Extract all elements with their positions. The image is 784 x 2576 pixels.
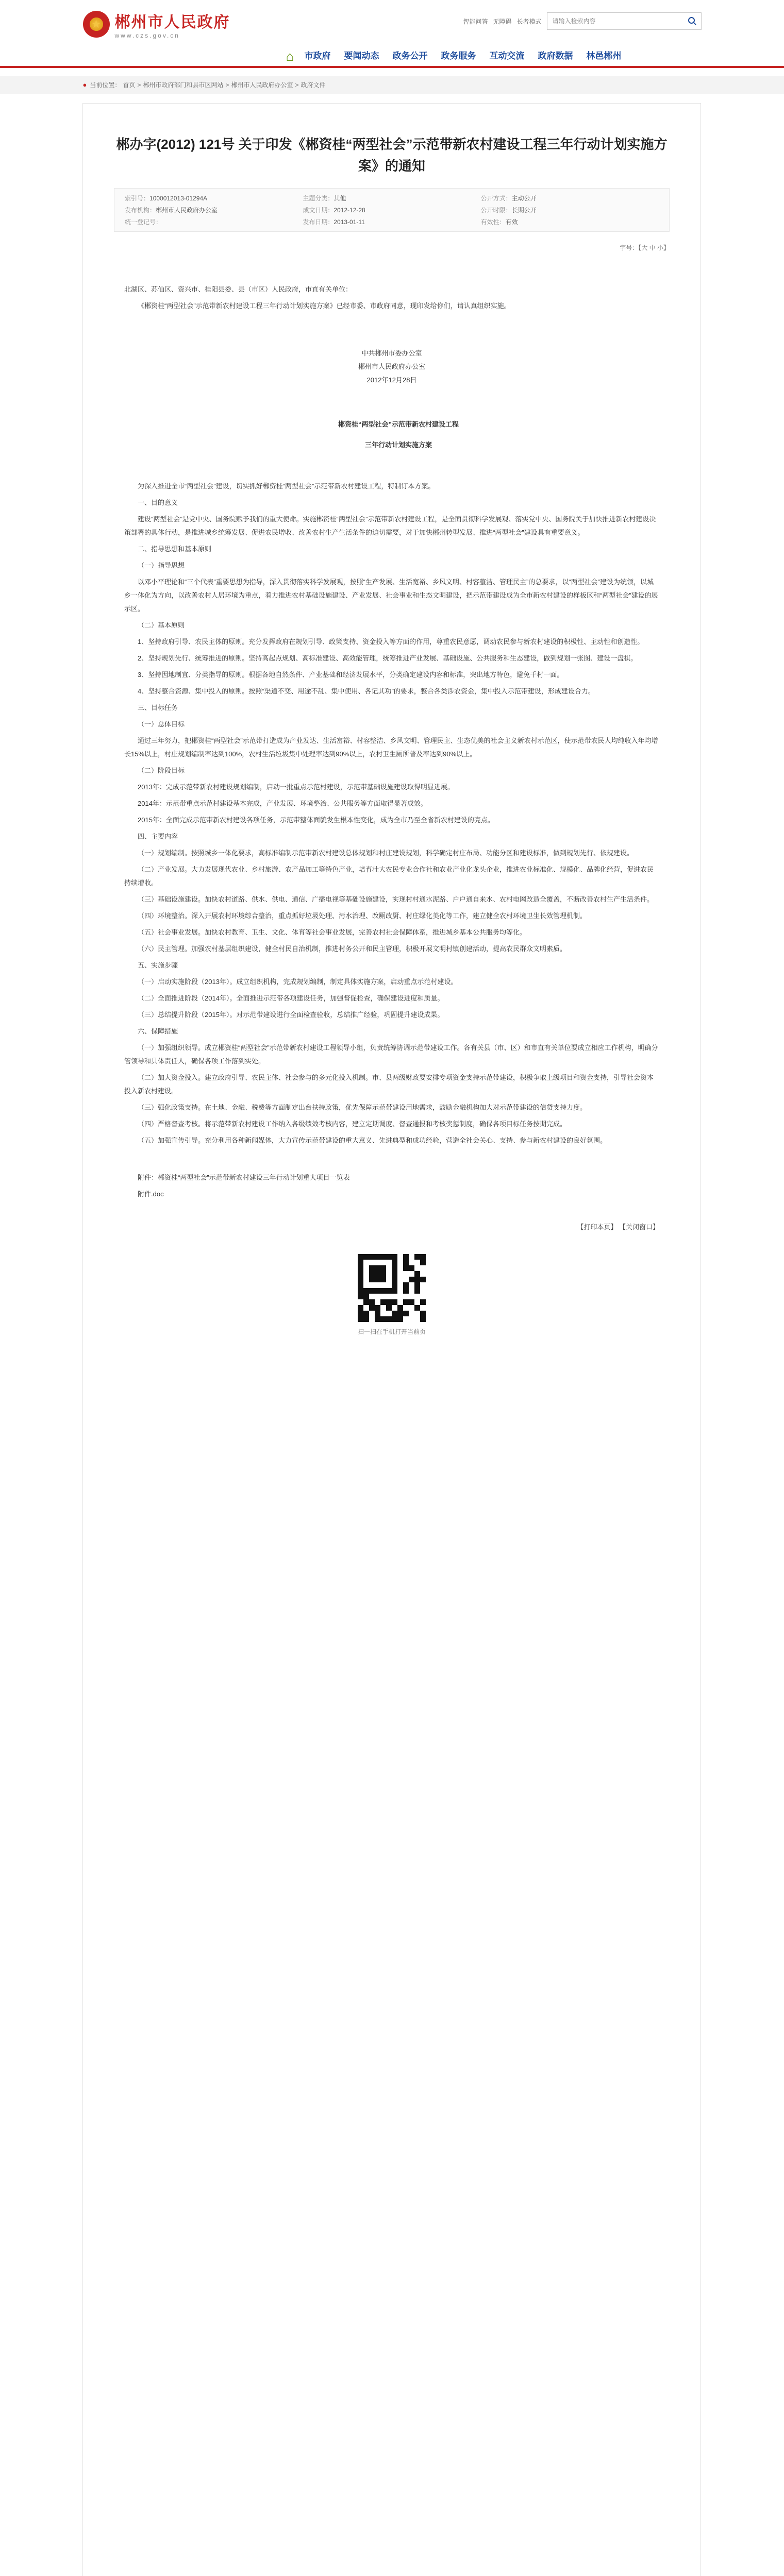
qr-module [409,1305,414,1311]
qr-module [409,1299,414,1305]
qr-module [392,1265,397,1271]
qr-module [386,1288,392,1294]
qr-module [375,1271,380,1277]
qr-module [375,1288,380,1294]
qr-module [363,1316,369,1322]
qr-module [375,1305,380,1311]
qr-module [409,1271,414,1277]
qr-module [386,1305,392,1311]
body-paragraph: （四）环境整治。深入开展农村环境综合整治，重点抓好垃圾处理、污水治理、改厕改厨、村庄绿化美化等工作，建立健全农村环境卫生长效管理机制。 [138,912,587,920]
body-paragraph: 1、坚持政府引导、农民主体的原则。充分发挥政府在规划引导、政策支持、资金投入等方面的作用，尊重农民意愿，调动农民参与新农村建设的积极性、主动性和创造性。 [138,638,644,646]
qr-module [369,1260,375,1265]
body-paragraph: 4、坚持整合资源、集中投入的原则。按照“渠道不变、用途不乱、集中使用、各记其功”的要求，整合各类涉农资金，集中投入示范带建设，形成建设合力。 [138,687,595,695]
qr-module [358,1265,363,1271]
qr-module [414,1316,420,1322]
qr-module [369,1265,375,1271]
qr-module [397,1254,403,1260]
qr-module [386,1265,392,1271]
home-icon: ⌂ [286,48,294,64]
body-paragraph: （一）规划编制。按照城乡一体化要求，高标准编制示范带新农村建设总体规划和村庄建设规划，科学确定村庄布局、功能分区和建设标准，做到规划先行、依规建设。 [138,849,634,857]
qr-module [409,1254,414,1260]
qr-module [414,1288,420,1294]
breadcrumb-bar [0,76,784,94]
nav-item-linyi-chenzhou[interactable]: 林邑郴州 [586,51,622,61]
qr-module [363,1260,369,1265]
font-size-tools[interactable]: 字号：【大 中 小】 [620,244,670,251]
nav-home[interactable] [279,47,302,65]
breadcrumb-home[interactable]: 首页 [123,81,136,89]
qr-module [403,1254,409,1260]
qr-module [380,1277,386,1282]
body-paragraph: （二）阶段目标 [138,767,185,774]
breadcrumb-docs[interactable]: 政府文件 [301,81,326,89]
qr-module [363,1282,369,1288]
qr-module [386,1311,392,1316]
body-paragraph: 四、主要内容 [138,833,178,840]
qr-module [375,1282,380,1288]
qr-module [414,1305,420,1311]
site-title: 郴州市人民政府 [114,14,230,31]
qr-module [397,1299,403,1305]
body-paragraph: 五、实施步骤 [138,961,178,969]
qr-module [403,1288,409,1294]
qr-module [403,1271,409,1277]
qr-module [397,1316,403,1322]
body-paragraph: 三、目标任务 [138,704,178,711]
qr-module [386,1282,392,1288]
document-meta-table [114,188,670,232]
qr-module [386,1260,392,1265]
qr-module [369,1271,375,1277]
meta-validity: 有效性：有效 [480,218,518,226]
attachment-title: 郴资桂“两型社会”示范带新农村建设工程 [338,420,459,428]
intro-paragraph: 《郴资桂“两型社会”示范带新农村建设工程三年行动计划实施方案》已经市委、市政府同意，现印发给你们，请认真组织实施。 [138,302,511,310]
qr-module [414,1294,420,1299]
qr-module [358,1299,363,1305]
body-paragraph: （二）加大资金投入。建立政府引导、农民主体、社会参与的多元化投入机制。市、县两级财政要安排专项资金支持示范带建设，积极争取上级项目和资金支持，引导社会资本投入新农村建设。 [124,1074,654,1095]
body-paragraph: 一、目的意义 [138,499,178,506]
nav-item-services[interactable]: 政务服务 [441,51,476,61]
qr-module [397,1260,403,1265]
qr-module [380,1288,386,1294]
qr-module [380,1311,386,1316]
site-logo[interactable] [83,9,230,39]
qr-module [363,1311,369,1316]
qr-module [403,1305,409,1311]
qr-module [420,1271,426,1277]
body-paragraph: （三）基础设施建设。加快农村道路、供水、供电、通信、广播电视等基础设施建设，实现村村通水泥路、户户通自来水、农村电网改造全覆盖，不断改善农村生产生活条件。 [138,895,654,903]
qr-module [375,1299,380,1305]
qr-module [392,1277,397,1282]
qr-module [380,1265,386,1271]
qr-module [363,1265,369,1271]
qr-module [414,1299,420,1305]
qr-module [392,1288,397,1294]
qr-module [409,1265,414,1271]
qr-module [363,1299,369,1305]
qr-module [403,1282,409,1288]
qr-module [386,1271,392,1277]
qr-module [375,1277,380,1282]
qr-module [375,1254,380,1260]
body-paragraph: 2、坚持规划先行、统筹推进的原则。坚持高起点规划、高标准建设、高效能管理，统筹推进产业发展、基础设施、公共服务和生态建设，做到规划一张图、建设一盘棋。 [138,654,638,662]
qr-code-image [356,1252,428,1324]
qr-module [392,1271,397,1277]
body-paragraph: （一）总体目标 [138,720,185,728]
qr-module [397,1265,403,1271]
qr-module [397,1271,403,1277]
qr-module [375,1260,380,1265]
qr-module [420,1254,426,1260]
qr-module [363,1294,369,1299]
body-paragraph: 为深入推进全市“两型社会”建设，切实抓好郴资桂“两型社会”示范带新农村建设工程，特制订本方案。 [138,482,435,490]
qr-module [386,1277,392,1282]
location-pin-icon: ● [82,81,87,89]
qr-module [386,1316,392,1322]
qr-module [420,1265,426,1271]
qr-module [397,1305,403,1311]
signature-party: 中共郴州市委办公室 [361,349,422,357]
attachment-file-link[interactable]: 附件.doc [138,1190,164,1198]
qr-module [414,1271,420,1277]
body-paragraph: （二）产业发展。大力发展现代农业、乡村旅游、农产品加工等特色产业，培育壮大农民专业合作社和农业产业化龙头企业，推进农业标准化、规模化、品牌化经营，促进农民持续增收。 [124,866,654,887]
qr-module [409,1294,414,1299]
qr-module [358,1254,363,1260]
qr-module [420,1288,426,1294]
qr-module [403,1299,409,1305]
qr-module [380,1294,386,1299]
tool-link-qa[interactable]: 智能问答 [463,18,488,25]
qr-module [403,1294,409,1299]
salutation: 北湖区、苏仙区、资兴市、桂阳县委、县（市区）人民政府，市直有关单位： [124,285,353,293]
qr-module [363,1271,369,1277]
qr-module [358,1277,363,1282]
nav-item-city-government[interactable]: 市政府 [304,51,331,61]
qr-module [414,1311,420,1316]
body-paragraph: 通过三年努力，把郴资桂“两型社会”示范带打造成为产业发达、生活富裕、村容整洁、乡风文明、管理民主、生态优美的社会主义新农村示范区，使示范带农民人均纯收入年均增长15%以上，村庄规划编制率达到100%，农村生活垃圾集中处理率达到90%以上，农村卫生厕所普及率达到90%以上。 [124,737,658,758]
qr-module [414,1277,420,1282]
body-paragraph: 2013年：完成示范带新农村建设规划编制，启动一批重点示范村建设，示范带基础设施建设取得明显进展。 [138,783,454,791]
qr-module [420,1294,426,1299]
breadcrumb-depts[interactable]: 郴州市政府部门和县市区网站 [143,81,224,89]
body-paragraph: 3、坚持因地制宜、分类指导的原则。根据各地自然条件、产业基础和经济发展水平，分类确定建设内容和标准，突出地方特色，避免千村一面。 [138,671,564,679]
national-emblem-icon: ★ [83,11,110,38]
body-paragraph: （六）民主管理。加强农村基层组织建设，健全村民自治机制，推进村务公开和民主管理，积极开展文明村镇创建活动，提高农民群众文明素质。 [138,945,567,953]
body-paragraph: （二）基本原则 [138,621,185,629]
qr-module [392,1254,397,1260]
print-close-links[interactable]: 【打印本页】 【关闭窗口】 [577,1223,659,1231]
qr-module [358,1311,363,1316]
qr-module [386,1254,392,1260]
qr-module [392,1260,397,1265]
qr-module [420,1311,426,1316]
qr-module [375,1265,380,1271]
qr-module [380,1299,386,1305]
qr-module [420,1299,426,1305]
qr-caption: 扫一扫在手机打开当前页 [357,1328,426,1335]
body-paragraph: （五）社会事业发展。加快农村教育、卫生、文化、体育等社会事业发展，完善农村社会保障体系，推进城乡基本公共服务均等化。 [138,928,527,936]
qr-module [392,1316,397,1322]
qr-module [358,1260,363,1265]
qr-module [380,1316,386,1322]
signature-gov: 郴州市人民政府办公室 [358,363,425,370]
tool-link-elder-mode[interactable]: 长者模式 [516,18,542,25]
qr-module [369,1305,375,1311]
meta-category: 主题分类：其他 [303,195,346,202]
qr-module [392,1299,397,1305]
body-paragraph: （四）严格督查考核。将示范带新农村建设工作纳入各级绩效考核内容，建立定期调度、督查通报和考核奖惩制度，确保各项目标任务按期完成。 [138,1120,567,1128]
qr-module [409,1311,414,1316]
qr-module [403,1265,409,1271]
meta-written-date: 成文日期：2012-12-28 [303,207,365,214]
qr-module [358,1294,363,1299]
qr-module [363,1277,369,1282]
qr-module [380,1254,386,1260]
qr-module [375,1311,380,1316]
body-paragraph: （三）强化政策支持。在土地、金融、税费等方面制定出台扶持政策，优先保障示范带建设用地需求，鼓励金融机构加大对示范带建设的信贷支持力度。 [138,1104,587,1111]
meta-publisher: 发布机构：郴州市人民政府办公室 [125,207,218,214]
body-paragraph: （三）总结提升阶段（2015年）。对示范带建设进行全面检查验收，总结推广经验，巩固提升建设成果。 [138,1011,444,1019]
qr-module [369,1254,375,1260]
site-header [83,0,702,47]
page-title: 郴办字(2012) 121号 关于印发《郴资桂“两型社会”示范带新农村建设工程三年行动计划实施方案》的通知 [116,137,668,174]
qr-module [380,1305,386,1311]
meta-open-mode: 公开方式：主动公开 [480,195,537,202]
breadcrumb: ● 当前位置： 首页 > 郴州市政府部门和县市区网站 > 郴州市人民政府办公室 > 政府文件 [83,76,702,94]
qr-module [375,1294,380,1299]
qr-module [369,1299,375,1305]
breadcrumb-office[interactable]: 郴州市人民政府办公室 [231,81,293,89]
qr-module [414,1254,420,1260]
tool-link-accessibility[interactable]: 无障碍 [493,18,512,25]
qr-module [358,1288,363,1294]
qr-code-block [353,1252,430,1336]
attachment-note: 附件：郴资桂“两型社会”示范带新农村建设三年行动计划重大项目一览表 [138,1174,350,1181]
document-panel [82,103,701,2576]
qr-module [409,1288,414,1294]
body-paragraph: （一）启动实施阶段（2013年）。成立组织机构，完成规划编制，制定具体实施方案，启动重点示范村建设。 [138,978,458,986]
signature-date: 2012年12月28日 [366,376,417,384]
meta-index: 索引号：1000012013-01294A [125,195,208,202]
qr-module [414,1282,420,1288]
body-paragraph: （二）全面推进阶段（2014年）。全面推进示范带各项建设任务，加强督促检查，确保建设进度和质量。 [138,994,444,1002]
qr-module [392,1311,397,1316]
qr-module [386,1299,392,1305]
qr-module [420,1260,426,1265]
qr-module [397,1311,403,1316]
qr-module [363,1288,369,1294]
body-paragraph: 2014年：示范带重点示范村建设基本完成，产业发展、环境整治、公共服务等方面取得显著成效。 [138,800,427,807]
search-icon [688,16,697,26]
qr-module [369,1316,375,1322]
nav-item-news[interactable]: 要闻动态 [344,51,379,61]
nav-item-data[interactable]: 政府数据 [538,51,573,61]
qr-module [414,1260,420,1265]
body-paragraph: （一）指导思想 [138,562,185,569]
meta-publish-date: 发布日期：2013-01-11 [303,218,365,226]
qr-module [392,1305,397,1311]
qr-module [409,1277,414,1282]
qr-module [420,1282,426,1288]
body-paragraph: 二、指导思想和基本原则 [138,545,212,553]
qr-module [369,1277,375,1282]
qr-module [363,1305,369,1311]
body-paragraph: 2015年：全面完成示范带新农村建设各项任务，示范带整体面貌发生根本性变化，成为全市乃至全省新农村建设的亮点。 [138,816,494,824]
qr-module [403,1316,409,1322]
main-nav [0,47,784,67]
qr-module [369,1311,375,1316]
qr-module [369,1282,375,1288]
qr-module [369,1294,375,1299]
qr-module [397,1277,403,1282]
qr-module [403,1277,409,1282]
attachment-subtitle: 三年行动计划实施方案 [364,441,432,449]
qr-module [369,1288,375,1294]
body-paragraphs [124,480,659,1147]
qr-module [420,1305,426,1311]
qr-module [409,1282,414,1288]
meta-open-term: 公开时限：长期公开 [480,207,537,214]
qr-module [414,1265,420,1271]
body-paragraph: 以邓小平理论和“三个代表”重要思想为指导，深入贯彻落实科学发展观，按照“生产发展、生活宽裕、乡风文明、村容整洁、管理民主”的总要求，以“两型社会”建设为统领，以城乡一体化为方向，以改善农村人居环境为重点，着力推进农村基础设施建设、产业发展、社会事业和生态文明建设，把示范带建设成为全市新农村建设的样板区和“两型社会”建设的展示区。 [124,578,658,613]
qr-module [386,1294,392,1299]
body-paragraph: （一）加强组织领导。成立郴资桂“两型社会”示范带新农村建设工程领导小组，负责统筹协调示范带建设工作。各有关县（市、区）和市直有关单位要成立相应工作机构，明确分管领导和具体责任人，确保各项工作落到实处。 [124,1044,658,1065]
body-paragraph: 六、保障措施 [138,1027,178,1035]
document-body [124,283,659,1201]
qr-module [358,1305,363,1311]
qr-module [403,1311,409,1316]
nav-divider [0,66,784,68]
body-paragraph: （五）加强宣传引导。充分利用各种新闻媒体，大力宣传示范带建设的重大意义、先进典型和成功经验，营造全社会关心、支持、参与新农村建设的良好氛围。 [138,1137,607,1144]
meta-reg-no: 统一登记号： [125,218,162,226]
qr-module [409,1316,414,1322]
search-box [547,12,702,30]
qr-module [380,1282,386,1288]
qr-module [397,1288,403,1294]
qr-module [392,1282,397,1288]
qr-module [363,1254,369,1260]
header-tools [463,12,701,30]
qr-module [358,1282,363,1288]
qr-module [409,1260,414,1265]
qr-module [420,1277,426,1282]
qr-module [397,1294,403,1299]
site-url: www.czs.gov.cn [114,32,180,39]
qr-module [397,1282,403,1288]
search-input[interactable] [547,13,683,29]
qr-module [380,1271,386,1277]
qr-module [392,1294,397,1299]
qr-module [358,1271,363,1277]
qr-module [375,1316,380,1322]
qr-module [403,1260,409,1265]
qr-module [358,1316,363,1322]
search-button[interactable] [683,13,701,29]
nav-item-open-government[interactable]: 政务公开 [392,51,428,61]
body-paragraph: 建设“两型社会”是党中央、国务院赋予我们的重大使命。实施郴资桂“两型社会”示范带新农村建设工程，是全面贯彻科学发展观、落实党中央、国务院关于加快推进新农村建设决策部署的具体行动，是推进城乡统筹发展、促进农民增收、改善农村生产生活条件的迫切需要，对于加快郴州转型发展、推进“两型社会”建设具有重要意义。 [124,515,656,536]
qr-module [380,1260,386,1265]
qr-module [420,1316,426,1322]
nav-item-interaction[interactable]: 互动交流 [489,51,525,61]
